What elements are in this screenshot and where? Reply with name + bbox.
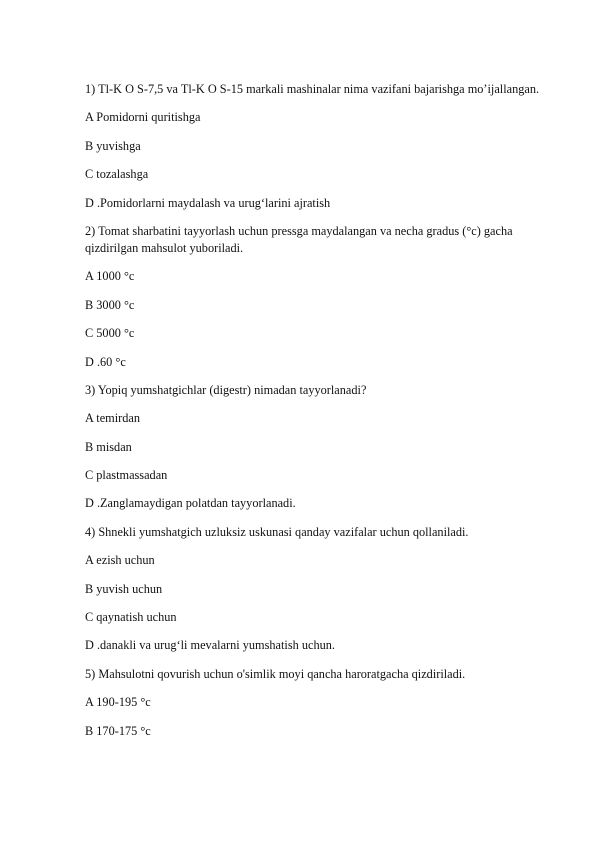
question-4-option-b: B yuvish uchun (85, 581, 163, 596)
question-3-option-d: D .Zanglamaydigan polatdan tayyorlanadi. (85, 496, 296, 511)
question-3-option-c: C plastmassadan (85, 468, 168, 483)
question-2-text: 2) Tomat sharbatini tayyorlash uchun pressga maydalangan va necha gradus (°c) gacha qizdirilgan mahsulot yuboriladi. (85, 223, 513, 255)
question-1-option-b: B yuvishga (85, 138, 141, 153)
question-1-option-c: C tozalashga (85, 167, 149, 182)
question-4-option-a: A ezish uchun (85, 553, 155, 568)
question-list (85, 81, 545, 751)
question-3-option-a: A temirdan (85, 411, 140, 426)
question-2-option-b: B 3000 °c (85, 297, 135, 312)
question-4-option-d: D .danakli va urug‘li mevalarni yumshatish uchun. (85, 638, 335, 653)
question-4-text: 4) Shnekli yumshatgich uzluksiz uskunasi qanday vazifalar uchun qollaniladi. (85, 524, 469, 539)
question-1-option-a: A Pomidorni quritishga (85, 110, 201, 125)
question-5-text: 5) Mahsulotni qovurish uchun o'simlik moyi qancha haroratgacha qizdiriladi. (85, 666, 466, 681)
question-2-option-c: C 5000 °c (85, 326, 135, 341)
question-5-option-a: A 190-195 °c (85, 695, 151, 710)
question-2-option-a: A 1000 °c (85, 269, 135, 284)
question-5-option-b: B 170-175 °c (85, 723, 151, 738)
question-1-option-d: D .Pomidorlarni maydalash va urug‘larini ajratish (85, 195, 331, 210)
question-3-text: 3) Yopiq yumshatgichlar (digestr) nimadan tayyorlanadi? (85, 382, 367, 397)
question-3-option-b: B misdan (85, 439, 132, 454)
question-4-option-c: C qaynatish uchun (85, 610, 177, 625)
question-2-option-d: D .60 °c (85, 354, 126, 369)
question-1-text: 1) Tl-K O S-7,5 va Tl-K O S-15 markali mashinalar nima vazifani bajarishga mo’ijallangan. (85, 82, 540, 96)
